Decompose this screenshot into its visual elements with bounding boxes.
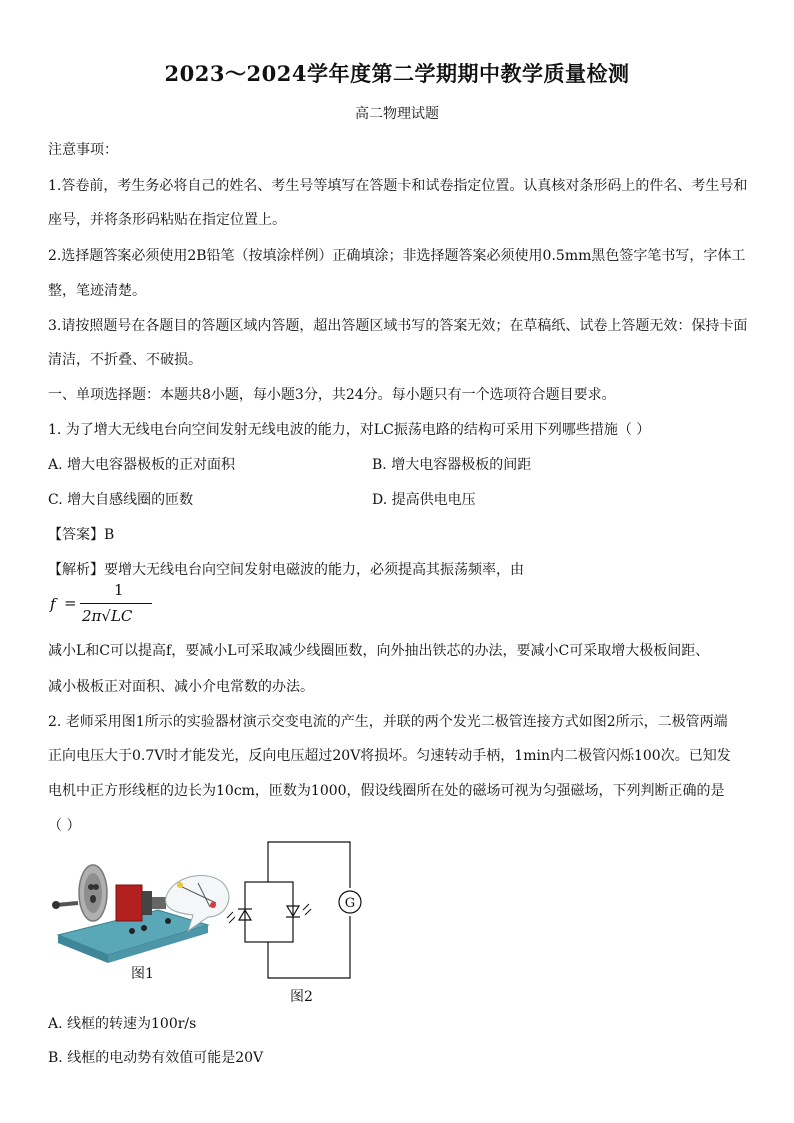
q2-stem-line-4: （ ） <box>48 818 81 834</box>
formula-fraction-bar <box>80 603 152 604</box>
q2-stem-line-1: 2. 老师采用图1所示的实验器材演示交变电流的产生，并联的两个发光二极管连接方式如图2所示，二极管两端 <box>48 714 728 730</box>
q2-option-a: A. 线框的转速为100r/s <box>48 1016 197 1032</box>
figure-2-label: 图2 <box>290 989 313 1005</box>
section-1-heading: 一、单项选择题：本题共8小题，每小题3分，共24分。每小题只有一个选项符合题目要求。 <box>48 387 616 403</box>
notice-item-3-line-2: 清洁，不折叠、不破损。 <box>48 352 202 368</box>
frequency-formula <box>48 583 158 629</box>
notice-item-1-line-1: 1.答卷前，考生务必将自己的姓名、考生号等填写在答题卡和试卷指定位置。认真核对条形码上的件名、考生号和 <box>48 178 748 194</box>
notice-item-2-line-1: 2.选择题答案必须使用2B铅笔（按填涂样例）正确填涂；非选择题答案必须使用0.5mm黑色签字笔书写，字体工 <box>48 248 746 264</box>
q1-option-b: B. 增大电容器极板的间距 <box>372 457 532 473</box>
q1-option-d: D. 提高供电电压 <box>372 492 476 508</box>
notice-item-3-line-1: 3.请按照题号在各题目的答题区域内答题，超出答题区域书写的答案无效；在草稿纸、试卷上答题无效：保持卡面 <box>48 318 748 334</box>
notice-heading: 注意事项： <box>48 142 118 158</box>
formula-equals: = <box>64 594 77 612</box>
q1-analysis-line-2: 减小L和C可以提高f，要减小L可采取减少线圈匝数，向外抽出铁芯的办法，要减小C可采取增大极板间距、 <box>48 643 710 659</box>
q1-option-a: A. 增大电容器极板的正对面积 <box>48 457 236 473</box>
formula-denominator: 2π√LC <box>82 607 133 625</box>
formula-lhs: f <box>50 595 56 613</box>
q1-answer: 【答案】B <box>48 527 115 543</box>
exam-subtitle: 高二物理试题 <box>355 106 439 122</box>
q2-stem-line-3: 电机中正方形线框的边长为10cm，匝数为1000，假设线圈所在处的磁场可视为匀强磁场，下列判断正确的是 <box>48 783 725 799</box>
figure-2-circuit <box>225 840 365 985</box>
notice-item-1-line-2: 座号，并将条形码粘贴在指定位置上。 <box>48 212 286 228</box>
notice-item-2-line-2: 整，笔迹清楚。 <box>48 283 146 299</box>
q2-option-b: B. 线框的电动势有效值可能是20V <box>48 1050 264 1066</box>
q1-analysis-line-1: 【解析】要增大无线电台向空间发射电磁波的能力，必须提高其振荡频率，由 <box>48 562 524 578</box>
figure-1-generator <box>48 855 238 965</box>
q2-stem-line-2: 正向电压大于0.7V时才能发光，反向电压超过20V将损坏。匀速转动手柄，1min内二极管闪烁100次。已知发 <box>48 748 731 764</box>
q1-analysis-line-3: 减小极板正对面积、减小介电常数的办法。 <box>48 679 314 695</box>
figure-1-label: 图1 <box>131 966 154 982</box>
q1-stem: 1. 为了增大无线电台向空间发射无线电波的能力，对LC振荡电路的结构可采用下列哪些措施（ ） <box>48 422 651 438</box>
exam-title: 2023～2024学年度第二学期期中教学质量检测 <box>164 61 630 86</box>
galvanometer-label: G <box>344 896 356 911</box>
q1-option-c: C. 增大自感线圈的匝数 <box>48 492 194 508</box>
formula-numerator: 1 <box>114 581 124 599</box>
